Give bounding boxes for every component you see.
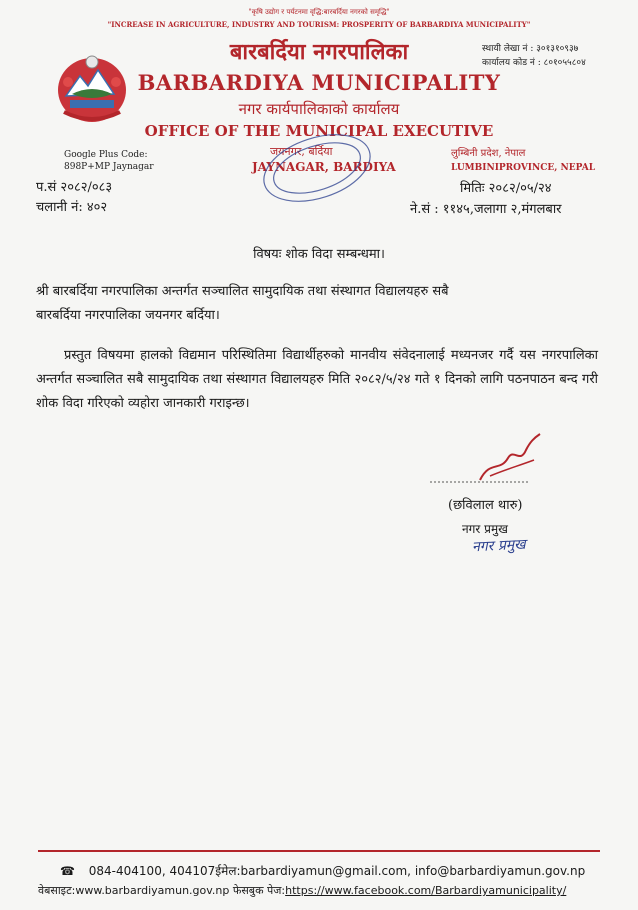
account-number: स्थायी लेखा नं : ३०१३१०९३७ (482, 44, 579, 54)
letter-subject: विषयः शोक विदा सम्बन्धमा। (253, 247, 385, 262)
recipient-line-2: बारबर्दिया नगरपालिका जयनगर बर्दिया। (36, 308, 220, 323)
signatory-name: (छविलाल थारु) (448, 498, 523, 513)
recipient-block (36, 280, 596, 328)
province-nepali: लुम्बिनी प्रदेश, नेपाल (451, 148, 526, 159)
slogan-english: "INCREASE IN AGRICULTURE, INDUSTRY AND TOURISM: PROSPERITY OF BARBARDIYA MUNICIPALITY" (107, 20, 531, 29)
contact-details: 084-404100, 404107ईमेल:barbardiyamun@gmail.com, info@barbardiyamun.gov.np (88, 864, 586, 878)
letter-body: प्रस्तुत विषयमा हालको विद्यमान परिस्थितिमा विद्यार्थीहरुको मानवीय संवेदनालाई मध्यनजर गर्दै यस नगरपालिका अन्तर्गत सञ्चालित सबै सामुदायिक तथा संस्थागत विद्यालयहरु मिति २०८२/५/२४ गते १ दिनको लागि पठनपाठन बन्द गरी शोक विदा गरिएको व्यहोरा जानकारी गराइन्छ। (36, 348, 598, 411)
slogan-nepali: "कृषि उद्योग र पर्यटनमा वृद्धि:बारबर्दिया नगरको समृद्धि" (248, 8, 390, 16)
google-plus-code (64, 149, 154, 173)
google-code-label: Google Plus Code: (64, 150, 148, 160)
google-code-value: 898P+MP Jaynagar (64, 162, 154, 172)
province-english: LUMBINIPROVINCE, NEPAL (451, 163, 596, 173)
account-info (482, 42, 586, 70)
letter-date: मितिः २०८२/०५/२४ (460, 181, 552, 196)
website-label: वेबसाइट:www.barbardiyamun.gov.np फेसबुक पेज: (38, 884, 286, 897)
office-name-english: OFFICE OF THE MUNICIPAL EXECUTIVE (144, 122, 494, 140)
footer-divider (38, 850, 600, 852)
signatory-role-handwritten: नगर प्रमुख (471, 536, 527, 556)
footer-web (38, 883, 566, 898)
reference-block (36, 178, 112, 218)
footer-contact (60, 862, 585, 879)
address-nepali: जयनगर, बर्दिया (270, 145, 333, 158)
facebook-link[interactable]: https://www.facebook.com/Barbardiyamunicipality/ (285, 884, 567, 897)
address-english: JAYNAGAR, BARDIYA (252, 160, 396, 174)
nepal-sambat-date: ने.सं : ११४५,जलागा २,मंगलबार (410, 202, 562, 217)
patra-sankhya: प.सं २०८२/०८३ (36, 180, 113, 195)
municipality-name-english: BARBARDIYA MUNICIPALITY (137, 70, 501, 95)
office-code: कार्यालय कोड नं : ८०१०५५८०४ (482, 58, 586, 68)
signatory-role: नगर प्रमुख (462, 522, 508, 536)
office-stamp (252, 128, 382, 212)
phone-icon: ☎ (60, 864, 75, 878)
recipient-line-1: श्री बारबर्दिया नगरपालिका अन्तर्गत सञ्चालित सामुदायिक तथा संस्थागत विद्यालयहरु सबै (36, 284, 449, 299)
chalani-number: चलानी नं: ४०२ (36, 200, 108, 215)
office-name-nepali: नगर कार्यपालिकाको कार्यालय (238, 100, 400, 118)
handwritten-signature (430, 430, 570, 494)
municipality-name-nepali: बारबर्दिया नगरपालिका (229, 39, 409, 65)
